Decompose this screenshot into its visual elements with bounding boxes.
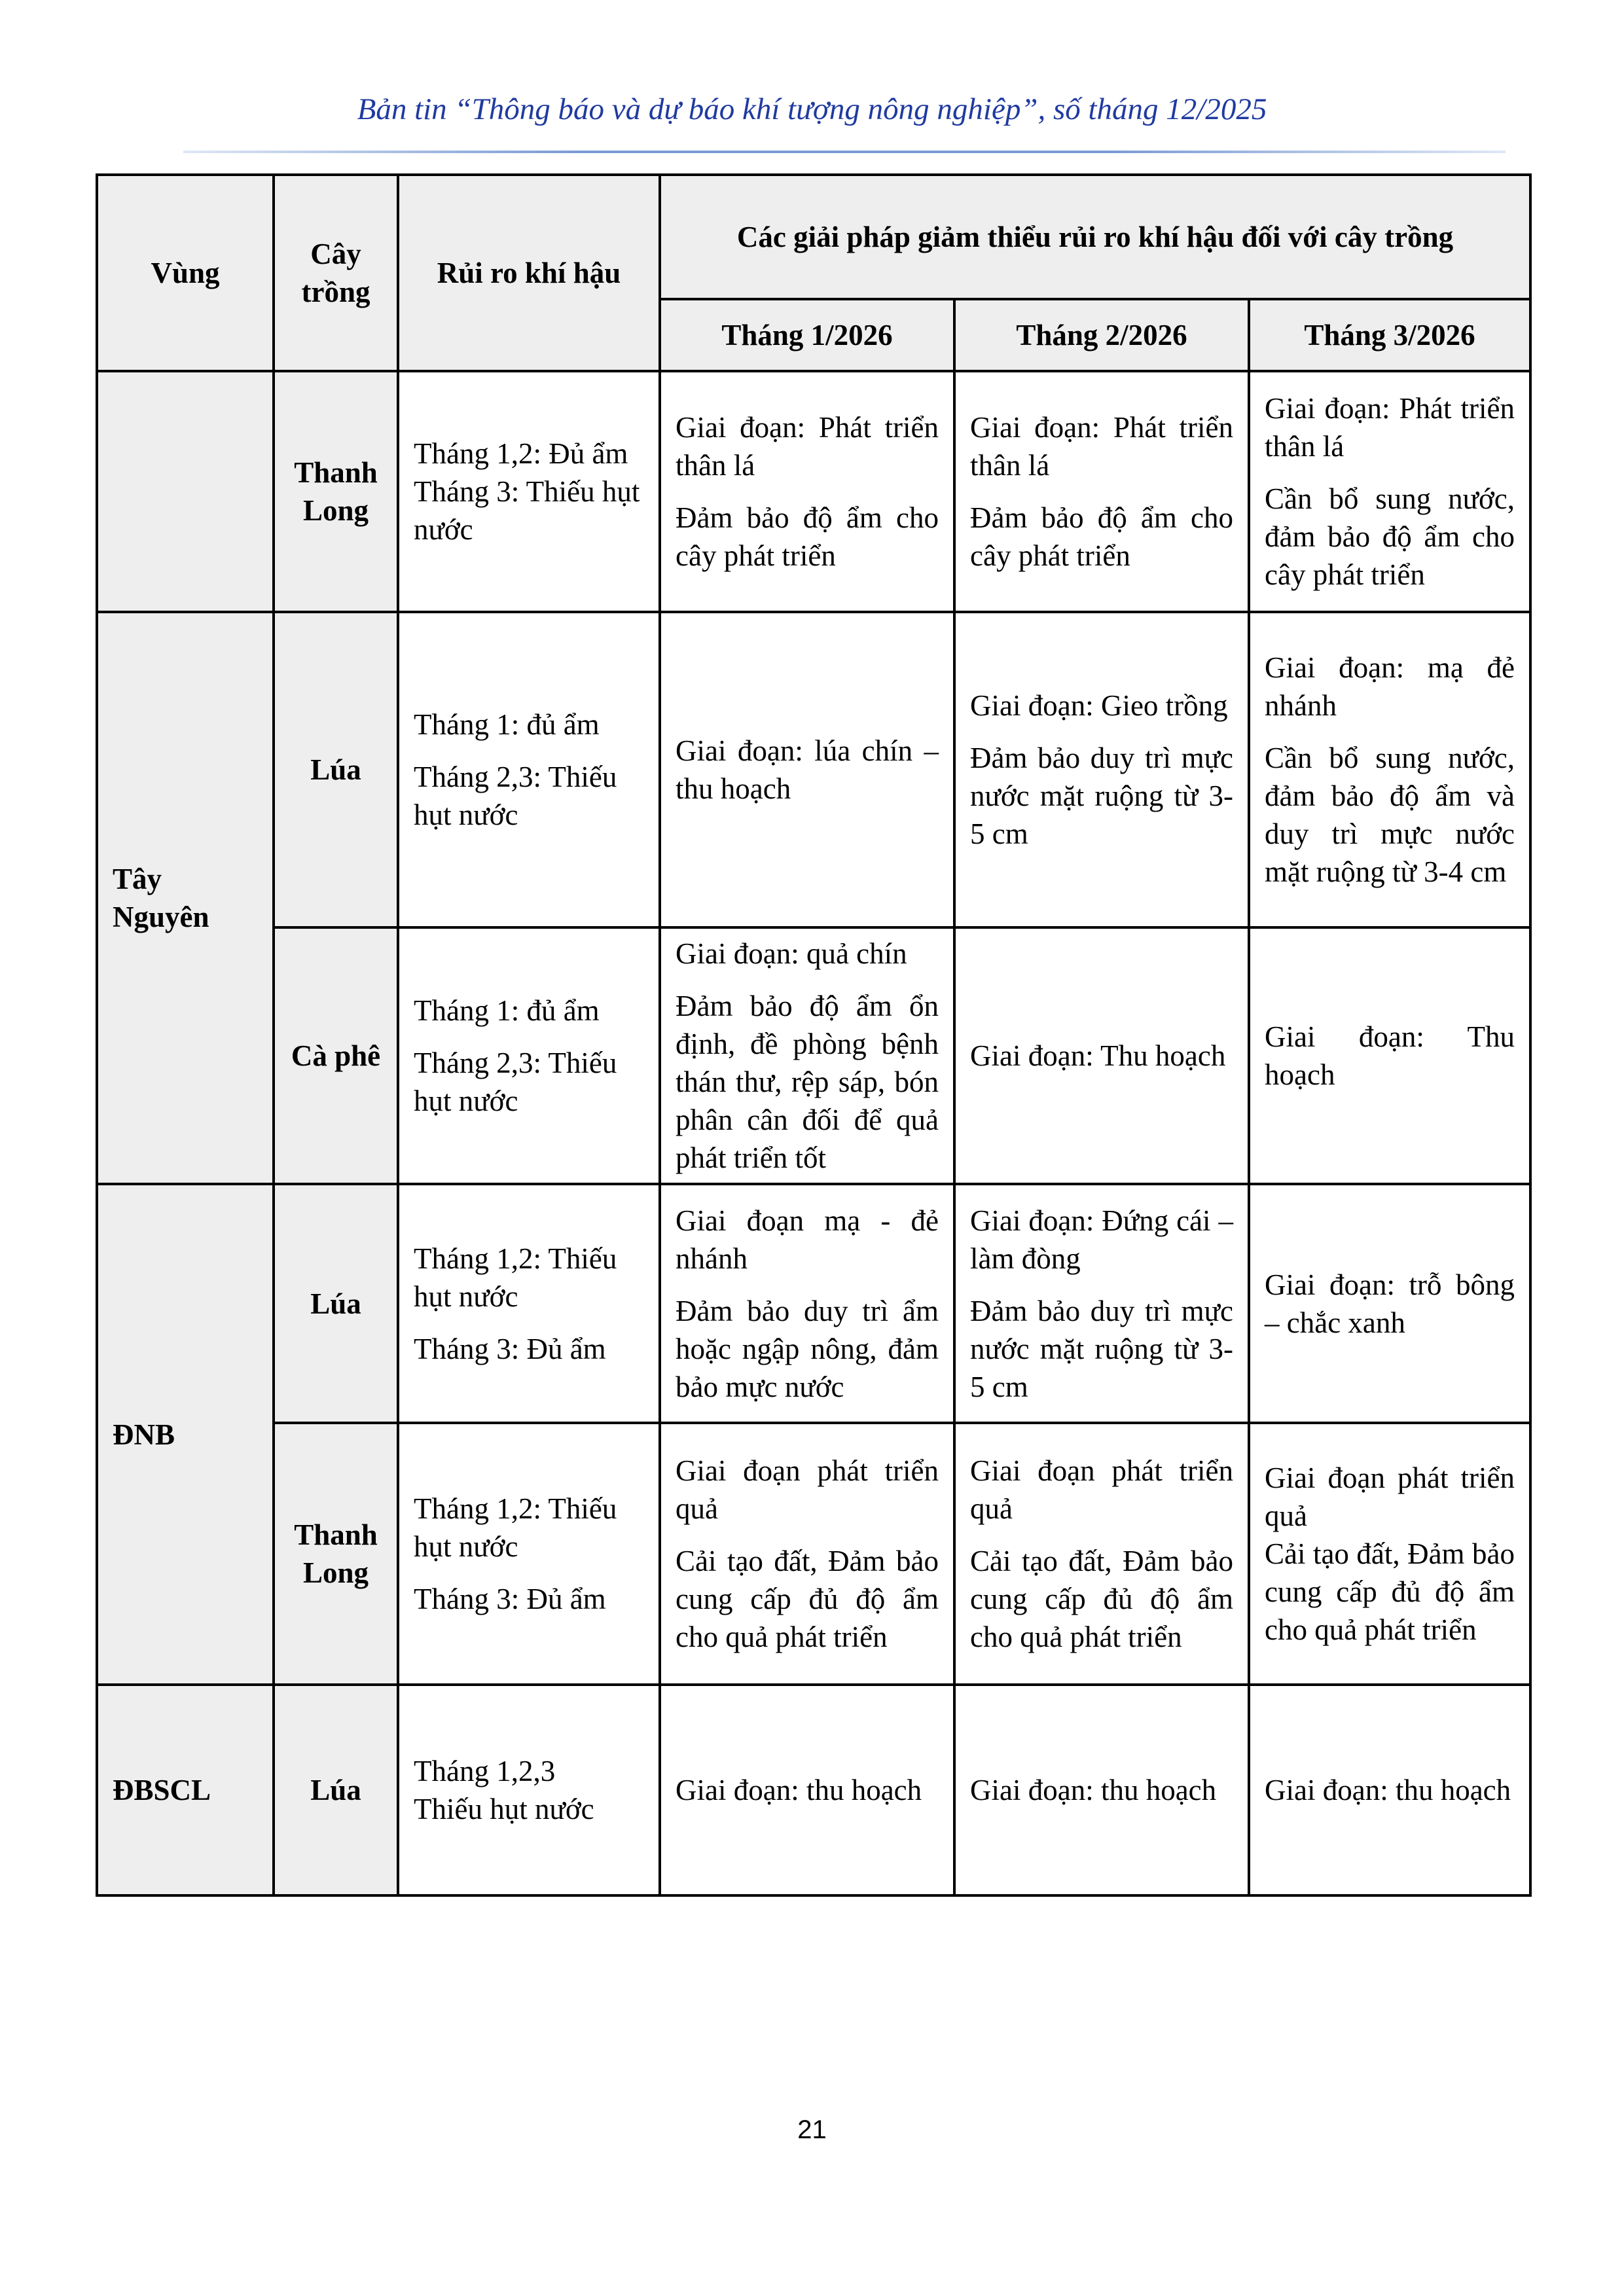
- table-row: [97, 612, 1530, 927]
- crop-cell: Thanh Long: [274, 371, 398, 612]
- solution-month-3: Giai đoạn phát triển quả Cải tạo đất, Đảm bảo cung cấp đủ độ ẩm cho quả phát triển: [1249, 1423, 1530, 1685]
- solution-month-3: Giai đoạn: Phát triển thân lá Cần bổ sung nước, đảm bảo độ ẩm cho cây phát triển: [1249, 371, 1530, 612]
- page-header: Bản tin “Thông báo và dự báo khí tượng nông nghiệp”, số tháng 12/2025: [357, 92, 1267, 126]
- risk-cell: Tháng 1: đủ ẩm Tháng 2,3: Thiếu hụt nước: [398, 927, 660, 1184]
- risk-cell: Tháng 1,2: Đủ ẩm Tháng 3: Thiếu hụt nước: [398, 371, 660, 612]
- solution-month-1: Giai đoạn: thu hoạch: [660, 1685, 954, 1895]
- crop-cell: Thanh Long: [274, 1423, 398, 1685]
- climate-risk-table: [96, 173, 1532, 1897]
- solution-month-1: Giai đoạn: Phát triển thân lá Đảm bảo độ ẩm cho cây phát triển: [660, 371, 954, 612]
- header-month-1: Tháng 1/2026: [660, 299, 954, 371]
- solution-month-3: Giai đoạn: thu hoạch: [1249, 1685, 1530, 1895]
- region-cell: ĐNB: [97, 1184, 274, 1685]
- solution-month-2: Giai đoạn: thu hoạch: [954, 1685, 1249, 1895]
- solution-month-1: Giai đoạn phát triển quả Cải tạo đất, Đảm bảo cung cấp đủ độ ẩm cho quả phát triển: [660, 1423, 954, 1685]
- header-divider: [183, 151, 1506, 153]
- page-number: 21: [797, 2115, 827, 2144]
- header-risk: Rủi ro khí hậu: [398, 175, 660, 371]
- risk-cell: Tháng 1,2: Thiếu hụt nước Tháng 3: Đủ ẩm: [398, 1423, 660, 1685]
- crop-cell: Lúa: [274, 1184, 398, 1423]
- solution-month-3: Giai đoạn: mạ đẻ nhánh Cần bổ sung nước, đảm bảo độ ẩm và duy trì mực nước mặt ruộng từ 3-4 cm: [1249, 612, 1530, 927]
- risk-cell: Tháng 1,2: Thiếu hụt nước Tháng 3: Đủ ẩm: [398, 1184, 660, 1423]
- crop-cell: Cà phê: [274, 927, 398, 1184]
- crop-cell: Lúa: [274, 1685, 398, 1895]
- solution-month-3: Giai đoạn: Thu hoạch: [1249, 927, 1530, 1184]
- solution-month-2: Giai đoạn: Phát triển thân lá Đảm bảo độ ẩm cho cây phát triển: [954, 371, 1249, 612]
- header-month-3: Tháng 3/2026: [1249, 299, 1530, 371]
- solution-month-1: Giai đoạn: lúa chín – thu hoạch: [660, 612, 954, 927]
- solution-month-1: Giai đoạn mạ - đẻ nhánh Đảm bảo duy trì ẩm hoặc ngập nông, đảm bảo mực nước: [660, 1184, 954, 1423]
- region-cell: [97, 371, 274, 612]
- table-row: [97, 927, 1530, 1184]
- table-row: [97, 1685, 1530, 1895]
- solution-month-1: Giai đoạn: quả chín Đảm bảo độ ẩm ổn định, đề phòng bệnh thán thư, rệp sáp, bón phân cân đối để quả phát triển tốt: [660, 927, 954, 1184]
- risk-cell: Tháng 1: đủ ẩm Tháng 2,3: Thiếu hụt nước: [398, 612, 660, 927]
- solution-month-2: Giai đoạn: Thu hoạch: [954, 927, 1249, 1184]
- table-row: [97, 1423, 1530, 1685]
- region-cell: ĐBSCL: [97, 1685, 274, 1895]
- solution-month-2: Giai đoạn phát triển quả Cải tạo đất, Đảm bảo cung cấp đủ độ ẩm cho quả phát triển: [954, 1423, 1249, 1685]
- table-row: [97, 1184, 1530, 1423]
- region-cell: Tây Nguyên: [97, 612, 274, 1184]
- header-month-2: Tháng 2/2026: [954, 299, 1249, 371]
- solution-month-3: Giai đoạn: trỗ bông – chắc xanh: [1249, 1184, 1530, 1423]
- header-crop: Cây trồng: [274, 175, 398, 371]
- crop-cell: Lúa: [274, 612, 398, 927]
- header-region: Vùng: [97, 175, 274, 371]
- risk-cell: Tháng 1,2,3 Thiếu hụt nước: [398, 1685, 660, 1895]
- solution-month-2: Giai đoạn: Đứng cái –làm đòng Đảm bảo duy trì mực nước mặt ruộng từ 3-5 cm: [954, 1184, 1249, 1423]
- table-row: [97, 371, 1530, 612]
- solution-month-2: Giai đoạn: Gieo trồng Đảm bảo duy trì mực nước mặt ruộng từ 3-5 cm: [954, 612, 1249, 927]
- header-solutions: Các giải pháp giảm thiểu rủi ro khí hậu đối với cây trồng: [660, 175, 1530, 299]
